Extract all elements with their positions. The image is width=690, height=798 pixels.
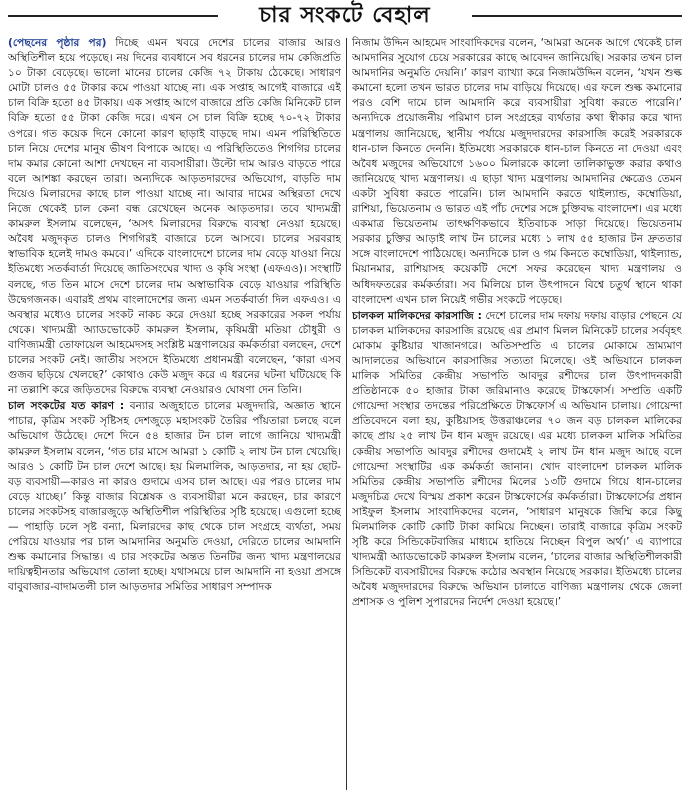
paragraph-import (352, 36, 682, 308)
column-divider (346, 38, 347, 790)
right-column (352, 36, 682, 792)
headline-rule-right (472, 15, 682, 17)
headline: চার সংকটে বেহাল (259, 2, 431, 28)
headline-bar (0, 0, 690, 34)
paragraph-millers-text: দেশে চালের দাম দফায় দফায় বাড়ার পেছনে যে চালকল মালিকদের কারসাজি রয়েছে এর প্রমাণ মিলল মিনিকেট চালের সর্ববৃহৎ মোকাম কুষ্টিয়ার খাজানগরে। অতিসম্প্রতি এ চালের মোকামে ভ্রাম্যমাণ আদালতের অভিযানে কারসাজির সত্যতা মিলেছে। ওই অভিযানে চালকল মালিক সমিতির কেন্দ্রীয় সভাপতি আবদুর রশীদের চাল উৎপাদনকারী প্রতিষ্ঠানকে ৫০ হাজার টাকা জরিমানাও করেছে টাস্কফোর্স। সম্প্রতি একটি গোয়েন্দা সংস্থার তদন্তের পরিপ্রেক্ষিতে টাস্কফোর্স এ অভিযান চালায়। গোয়েন্দা প্রতিবেদনে বলা হয়, কুষ্টিয়াসহ উত্তরাঞ্চলের ৭০ জন বড় চালকল মালিকের কাছে প্রায় ২৫ লাখ টন ধান মজুদ রয়েছে। এর মধ্যে চালকল মালিক সমিতির কেন্দ্রীয় সভাপতি আবদুর রশীদের গুদামেই ২ লাখ টন ধান মজুদ আছে বলে গোয়েন্দা সংস্থাটির এক কর্মকর্তা জানান। খোদ বাংলাদেশ চালকল মালিক সমিতির কেন্দ্রীয় সভাপতি রশীদের মিলের ১৩টি গুদামে গিয়ে ধান-চালের মজুদচিত্র দেখে বিস্ময় প্রকাশ করেন টাস্কফোর্সের কর্মকর্তারা। টাস্কফোর্সের প্রধান সাইফুল ইসলাম সাংবাদিকদের বলেন, ‘সাধারণ মানুষকে জিম্মি করে কিছু মিলমালিক কোটি কোটি টাকা কামিয়ে নিচ্ছেন। তারাই বাজারে কৃত্রিম সংকট সৃষ্টি করে সিন্ডিকেটবাজির মাধ্যমে হাতিয়ে নিচ্ছেন বিপুল অর্থ।’ এ ব্যাপারে খাদ্যমন্ত্রী অ্যাডভোকেট কামরুল ইসলাম বলেন, ‘চালের বাজার অস্থিতিশীলকারী সিন্ডিকেট ব্যবসায়ীদের বিরুদ্ধে কঠোর অবস্থান নিয়েছে সরকার। ইতিমধ্যে চালের অবৈধ মজুদদারদের বিরুদ্ধে অভিযান চালাতে বাণিজ্য মন্ত্রণালয় থেকে জেলা প্রশাসক ও পুলিশ সুপারদের নির্দেশ দেওয়া হয়েছে।’ (352, 309, 682, 609)
subheading-causes: চাল সংকটের যত কারণ : (8, 400, 125, 413)
left-column (8, 36, 341, 792)
paragraph-intro (8, 36, 341, 398)
paragraph-millers (352, 309, 682, 611)
subheading-millers: চালকল মালিকদের কারসাজি : (352, 309, 482, 322)
paragraph-import-text: নিজাম উদ্দিন আহমেদ সাংবাদিকদের বলেন, ‘আমরা অনেক আগে থেকেই চাল আমদানির সুযোগ চেয়ে সরকারের কাছে আবেদন জানিয়েছি। সরকার তখন চাল আমদানির অনুমতি দেয়নি।’ কারণ ব্যাখ্যা করে নিজামউদ্দিন বলেন, ‘যখন শুল্ক কমানো হলো তখন ভারত চালের দাম বাড়িয়ে দিয়েছে। এর ফলে শুল্ক কমানোর পরও বেশি দামে চাল আমদানি করে ব্যবসায়ীরা সুবিধা করতে পারেনি।’ অন্যদিকে প্রয়োজনীয় পরিমাণ চাল সংগ্রহের ব্যর্থতার কথা স্বীকার করে খাদ্য মন্ত্রণালয় জানিয়েছে, স্থানীয় পর্যায়ে মজুদদারদের কারসাজি করেই সরকারকে ধান-চাল কিনতে দেননি। ইতিমধ্যে সরকারকে ধান-চাল কিনতে না দেওয়া এবং অবৈধ মজুদের অভিযোগে ১৬০০ মিলারকে কালো তালিকাভুক্ত করার কথাও জানিয়েছে খাদ্য মন্ত্রণালয়। এ ছাড়া খাদ্য মন্ত্রণালয় আমদানির ক্ষেত্রেও তেমন একটা সুবিধা করতে পারেনি। চাল আমদানি করতে থাইল্যান্ড, কম্বোডিয়া, রাশিয়া, ভিয়েতনাম ও ভারত এই পাঁচ দেশের সঙ্গে চুক্তিবদ্ধ বাংলাদেশ। এর মধ্যে একমাত্র ভিয়েতনাম তাৎক্ষণিকভাবে ইতিবাচক সাড়া দিয়েছে। ভিয়েতনাম সরকার চুক্তির আড়াই লাখ টন চালের মধ্যে ১ লাখ ৫৫ হাজার টন দ্রুততার সঙ্গে বাংলাদেশে পাঠিয়েছে। অন্যদিকে চাল ও গম কিনতে কম্বোডিয়া, থাইল্যান্ড, মিয়ানমার, রাশিয়াসহ কয়েকটি দেশে সফর করেছেন খাদ্য মন্ত্রণালয় ও অধিদফতরের কর্মকর্তারা। সব মিলিয়ে চাল উৎপাদনে বিশ্বে চতুর্থ স্থানে থাকা বাংলাদেশ এখন চাল নিয়েই গভীর সংকটে পড়েছে। (352, 37, 682, 306)
paragraph-causes (8, 399, 341, 595)
paragraph-intro-text: দিচ্ছে এমন খবরে দেশের চালের বাজার আরও অস্থিতিশীল হয়ে পড়েছে। নয় দিনের ব্যবধানে সব ধরনের চালের দাম কেজিপ্রতি ১০ টাকা বেড়েছে। ভালো মানের চালের কেজি ৭২ টাকায় ঠেকেছে। সাধারণ মোটা চালও ৫৫ টাকার কমে পাওয়া যাচ্ছে না। এক সপ্তাহ আগেই বাজারে এই চাল বিক্রি হতো ৪৫ টাকায়। এক সপ্তাহ আগে বাজারে প্রতি কেজি মিনিকেট চাল বিক্রি হতো ৫৫ টাকা কেজি দরে। এখন সে চাল বিক্রি হচ্ছে ৭০-৭২ টাকার ওপরে। গত কয়েক দিনে কোনো কারণ ছাড়াই বাড়ছে দাম। এমন পরিস্থিতিতে চাল নিয়ে দেশের মানুষ ভীষণ বিপাকে আছে। এ পরিস্থিতিতেও শিগগির চালের দাম কমার কোনো আশা দেখছেন না ব্যবসায়ীরা। উল্টো দাম আরও বাড়তে পারে বলে আশঙ্কা করছেন তারা। অন্যদিকে আড়তদারদের অভিযোগ, বাড়তি দাম দিয়েও মিলারদের কাছে চাল পাওয়া যাচ্ছে না। আবার দামের অস্থিরতা দেখে নিজে থেকেই চাল কেনা বন্ধ রেখেছেন অনেক আড়তদার। তবে খাদ্যমন্ত্রী কামরুল ইসলাম বলেছেন, ‘অসৎ মিলারদের বিরুদ্ধে ব্যবস্থা নেওয়া হয়েছে। অবৈধ মজুদকৃত চালও শিগগিরই বাজারে চলে আসবে। চালের সরবরাহ স্বাভাবিক হলেই দামও কমবে।’ এদিকে বাংলাদেশে চালের দাম বেড়ে যাওয়া নিয়ে ইতিমধ্যে সতর্কবার্তা দিয়েছে জাতিসংঘের খাদ্য ও কৃষি সংস্থা (এফএও)। সংস্থাটি বলছে, গত তিন মাসে দেশে চালের দাম অস্বাভাবিক বেড়ে যাওয়ার পরিস্থিতি উদ্বেগজনক। এবারই প্রথম বাংলাদেশের জন্য এমন সতর্কবার্তা দিল এফএও। এ অবস্থার মধ্যেও চালের সংকট নাকচ করে দেওয়া হচ্ছে সরকারের সকল পর্যায় থেকে। খাদ্যমন্ত্রী অ্যাডভোকেট কামরুল ইসলাম, কৃষিমন্ত্রী মতিয়া চৌধুরী ও বাণিজ্যমন্ত্রী তোফায়েল আহমেদসহ সংশ্লিষ্ট মন্ত্রণালয়ের কর্মকর্তারা বলছেন, দেশে চালের সংকট নেই। জাতীয় সংসদে ইতিমধ্যে প্রধানমন্ত্রী বলেছেন, ‘কারা এসব গুজব ছড়িয়ে খেলছে?’ কোথাও কেউ মজুদ করে এ ধরনের ঘটনা ঘটিয়েছে কি না তল্লাশি করে জড়িতদের বিরুদ্ধে ব্যবস্থা নেওয়ারও ঘোষণা দেন তিনি। (8, 37, 341, 397)
continued-from-label: (পেছনের পৃষ্ঠার পর) (8, 37, 107, 49)
paragraph-causes-text: বন্যার অজুহাতে চালের মজুদদারি, অজ্ঞাত স্থানে পাচার, কৃত্রিম সংকট সৃষ্টিসহ দেশজুড়ে মহাসংকট তৈরির পাঁয়তারা চলছে বলে অভিযোগ উঠেছে। দেশে দিনে ৫৪ হাজার টন চাল লাগে জানিয়ে খাদ্যমন্ত্রী কামরুল ইসলাম বলেন, ‘গত চার মাসে আমরা ১ কোটি ২ লাখ টন চাল খেয়েছি। আরও ১ কোটি টন চাল দেশে আছে। হয় মিলমালিক, আড়তদার, না হয় ছোট-বড় ব্যবসায়ী—কারও না কারও গুদামে এসব চাল আছে। এর পরও চালের দাম বেড়ে যাচ্ছে।’ কিন্তু বাজার বিশ্লেষক ও ব্যবসায়ীরা মনে করছেন, চার কারণে চালের সংকটসহ বাজারজুড়ে অস্থিতিশীল পরিস্থিতির সৃষ্টি হয়েছে। এগুলো হচ্ছে— পাহাড়ি ঢলে সৃষ্ট বন্যা, মিলারদের কাছ থেকে চাল সংগ্রহে ব্যর্থতা, সময় পেরিয়ে যাওয়ার পর চাল আমদানির অনুমতি দেওয়া, দেরিতে চালের আমদানি শুল্ক কমানোর সিদ্ধান্ত। এ চার সংকটের অন্তত তিনটির জন্য খাদ্য মন্ত্রণালয়ের দায়িত্বহীনতার অভিযোগ তোলা হচ্ছে। যথাসময়ে চাল আমদানি না হওয়া প্রসঙ্গে বাবুবাজার-বাদামতলী চাল আড়তদার সমিতির সাধারণ সম্পাদক (8, 400, 341, 594)
